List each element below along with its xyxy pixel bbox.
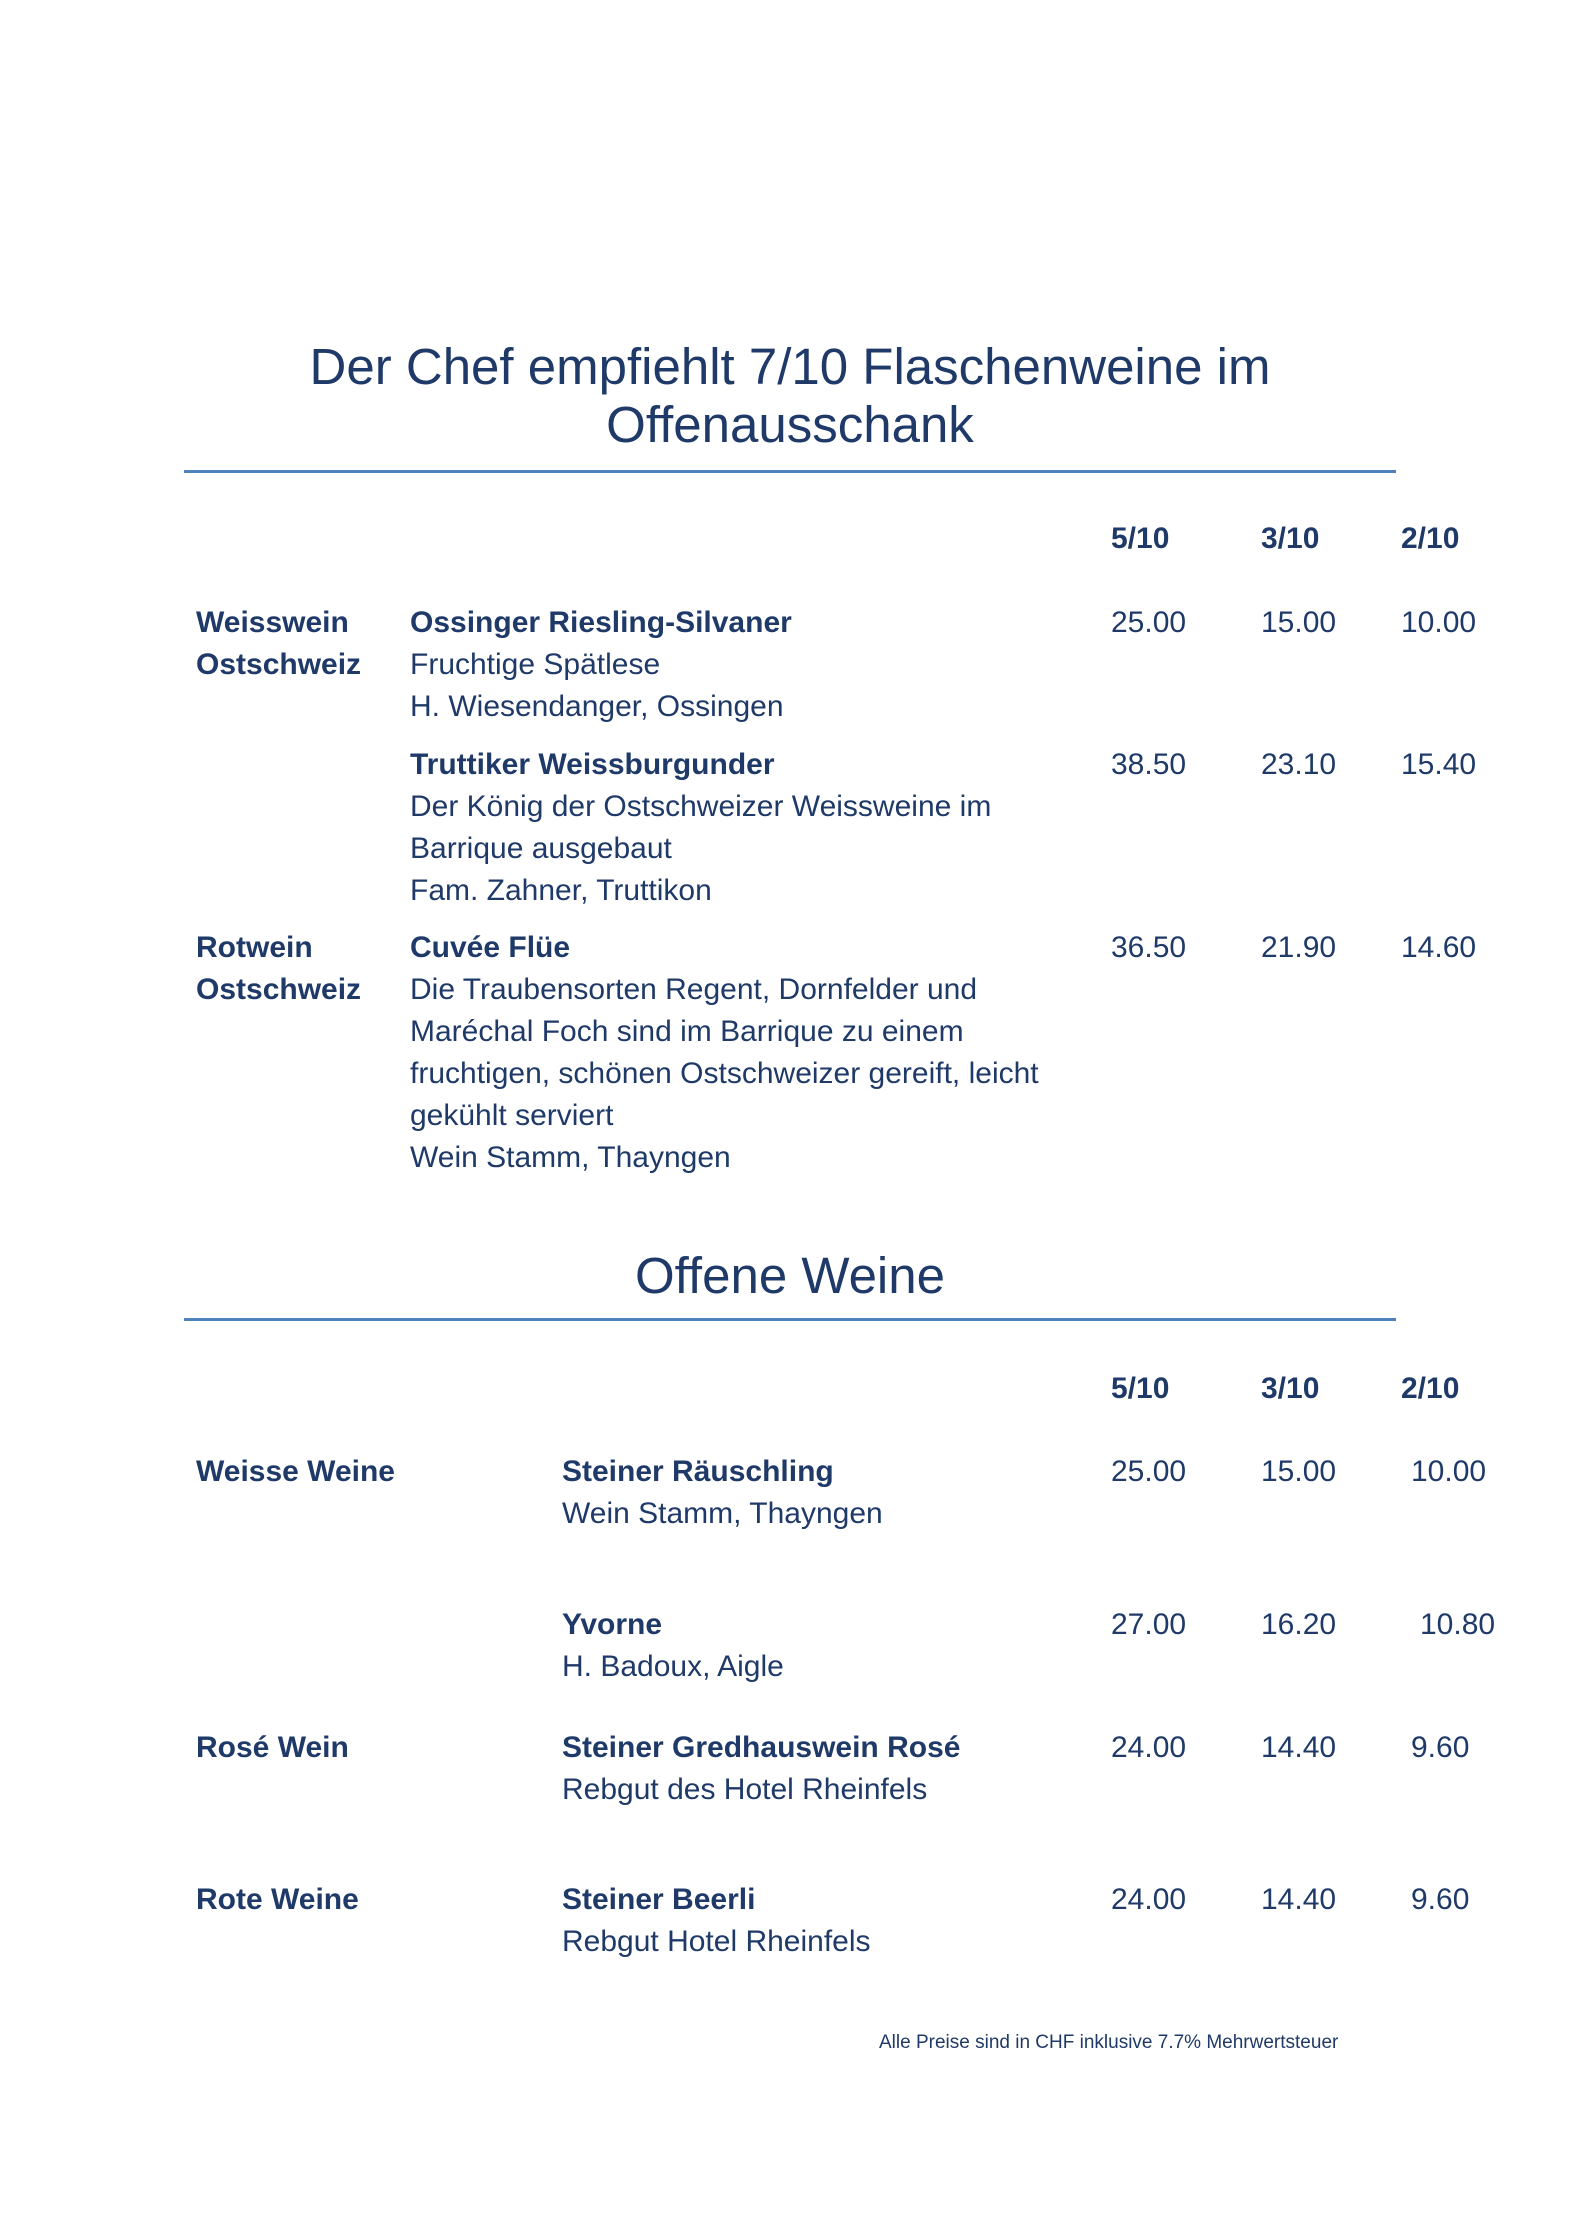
section1-title-line2: Offenausschank (606, 396, 974, 453)
price-2-10: 10.00 (1401, 606, 1477, 639)
s1-col-header-2-10: 2/10 (1401, 522, 1460, 555)
wine-name: Ossinger Riesling-Silvaner (410, 606, 792, 639)
section1-divider (184, 470, 1396, 473)
price-2-10: 10.00 (1411, 1455, 1487, 1488)
vat-note: Alle Preise sind in CHF inklusive 7.7% Mehrwertsteuer (879, 2032, 1339, 2053)
price-5-10: 38.50 (1111, 748, 1187, 781)
wine-entry (562, 1604, 784, 1688)
section1-title-line1: Der Chef empfiehlt 7/10 Flaschenweine im (309, 338, 1271, 395)
wine-producer: Rebgut Hotel Rheinfels (562, 1925, 871, 1958)
wine-producer: H. Badoux, Aigle (562, 1650, 784, 1683)
price-2-10: 9.60 (1411, 1731, 1470, 1764)
wine-desc: fruchtigen, schönen Ostschweizer gereift, leicht (410, 1057, 1039, 1090)
price-5-10: 25.00 (1111, 606, 1187, 639)
wine-name: Truttiker Weissburgunder (410, 748, 775, 781)
wine-entry (562, 1879, 871, 1963)
price-3-10: 14.40 (1261, 1731, 1337, 1764)
wine-desc: Maréchal Foch sind im Barrique zu einem (410, 1015, 964, 1048)
s1-col-header-5-10: 5/10 (1111, 522, 1170, 555)
price-3-10: 21.90 (1261, 931, 1337, 964)
wine-desc: gekühlt serviert (410, 1099, 614, 1132)
wine-name: Steiner Beerli (562, 1883, 756, 1916)
category-rotwein: Rotwein Ostschweiz (196, 931, 362, 1006)
wine-desc: Der König der Ostschweizer Weissweine im (410, 790, 992, 823)
wine-name: Yvorne (562, 1608, 663, 1641)
price-5-10: 24.00 (1111, 1883, 1187, 1916)
price-3-10: 23.10 (1261, 748, 1337, 781)
price-3-10: 14.40 (1261, 1883, 1337, 1916)
price-3-10: 15.00 (1261, 606, 1337, 639)
price-5-10: 36.50 (1111, 931, 1187, 964)
wine-desc: Fruchtige Spätlese (410, 648, 661, 681)
wine-entry (562, 1727, 960, 1811)
section2-divider (184, 1318, 1396, 1321)
s2-col-header-2-10: 2/10 (1401, 1372, 1460, 1405)
wine-producer: H. Wiesendanger, Ossingen (410, 690, 784, 723)
s1-col-header-3-10: 3/10 (1261, 522, 1320, 555)
wine-entry (410, 744, 991, 912)
price-2-10: 9.60 (1411, 1883, 1470, 1916)
price-3-10: 15.00 (1261, 1455, 1337, 1488)
s2-col-header-5-10: 5/10 (1111, 1372, 1170, 1405)
wine-producer: Fam. Zahner, Truttikon (410, 874, 712, 907)
section1-title (184, 338, 1396, 454)
price-5-10: 24.00 (1111, 1731, 1187, 1764)
wine-desc: Barrique ausgebaut (410, 832, 672, 865)
category-rote-weine: Rote Weine (196, 1883, 359, 1916)
wine-producer: Wein Stamm, Thayngen (562, 1497, 883, 1530)
price-2-10: 15.40 (1401, 748, 1477, 781)
wine-name: Steiner Gredhauswein Rosé (562, 1731, 961, 1764)
s2-col-header-3-10: 3/10 (1261, 1372, 1320, 1405)
price-5-10: 25.00 (1111, 1455, 1187, 1488)
category-rose-wein: Rosé Wein (196, 1731, 349, 1764)
section2-title: Offene Weine (635, 1247, 945, 1304)
wine-entry (562, 1451, 883, 1535)
price-2-10: 14.60 (1401, 931, 1477, 964)
price-2-10: 10.80 (1420, 1608, 1496, 1641)
price-5-10: 27.00 (1111, 1608, 1187, 1641)
wine-desc: Die Traubensorten Regent, Dornfelder und (410, 973, 978, 1006)
wine-name: Cuvée Flüe (410, 931, 571, 964)
category-weisse-weine: Weisse Weine (196, 1455, 395, 1488)
wine-name: Steiner Räuschling (562, 1455, 834, 1488)
wine-producer: Wein Stamm, Thayngen (410, 1141, 731, 1174)
wine-producer: Rebgut des Hotel Rheinfels (562, 1773, 928, 1806)
wine-entry (410, 602, 792, 728)
category-weisswein: Weisswein Ostschweiz (196, 606, 362, 681)
price-3-10: 16.20 (1261, 1608, 1337, 1641)
wine-entry (410, 927, 1039, 1179)
